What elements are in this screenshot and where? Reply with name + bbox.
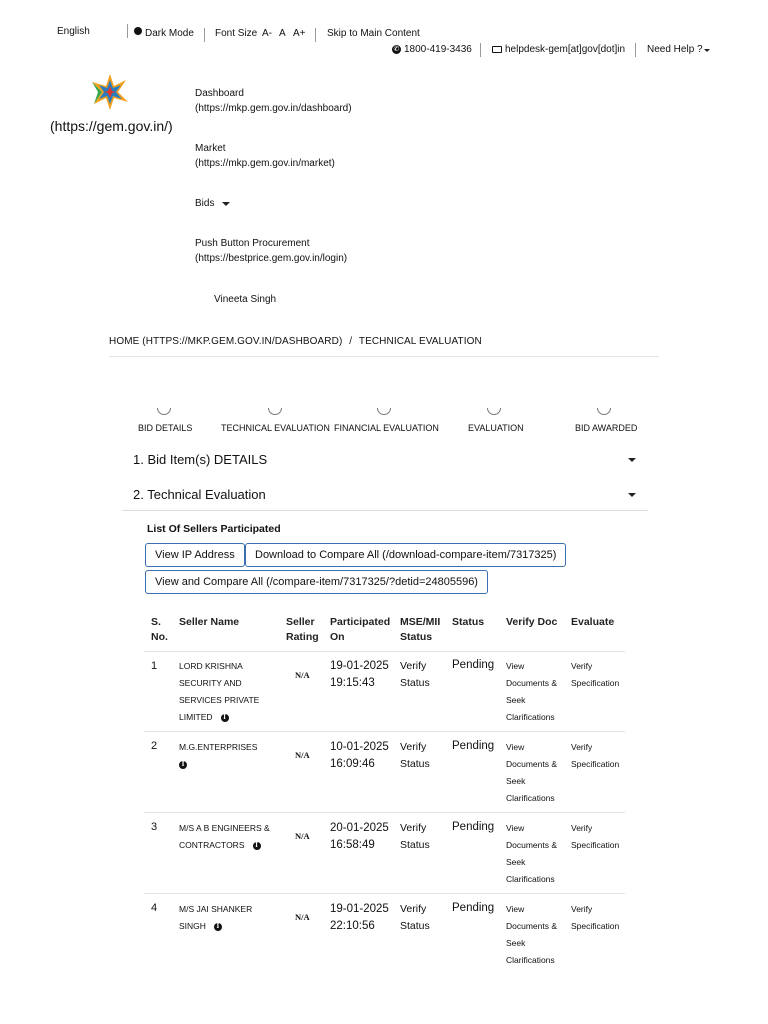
verify-specification-link[interactable]: Verify Specification — [571, 742, 620, 769]
user-menu[interactable]: Vineeta Singh — [214, 294, 277, 305]
seller-rating: N/A — [295, 670, 310, 680]
divider — [144, 651, 625, 652]
seller-name[interactable] — [179, 901, 269, 935]
seller-name-text: LORD KRISHNA SECURITY AND SERVICES PRIVATE LIMITED — [179, 661, 260, 722]
font-increase-button[interactable]: A+ — [293, 28, 306, 39]
breadcrumb-separator: / — [349, 336, 353, 347]
column-header-verify-doc: Verify Doc — [506, 616, 558, 628]
download-compare-all-button[interactable]: Download to Compare All (/download-compare-item/7317325) — [245, 543, 566, 567]
seller-name-text: M/S A B ENGINEERS & CONTRACTORS — [179, 823, 270, 850]
column-header-status: Status — [452, 616, 485, 628]
phone-number[interactable]: 1800-419-3436 — [404, 44, 472, 55]
view-documents-link[interactable]: View Documents & Seek Clarifications — [506, 742, 558, 803]
status-text: Pending — [452, 740, 495, 752]
row-sno: 4 — [151, 902, 158, 914]
accordion-technical-evaluation[interactable]: 2. Technical Evaluation — [133, 487, 266, 502]
step-evaluation[interactable]: EVALUATION — [468, 423, 524, 433]
dark-mode-toggle[interactable]: Dark Mode — [145, 28, 194, 39]
nav-label: Bids — [195, 198, 215, 209]
divider — [127, 24, 128, 38]
chevron-down-icon[interactable] — [628, 493, 636, 497]
step-technical-evaluation[interactable]: TECHNICAL EVALUATION — [221, 423, 330, 433]
seller-rating: N/A — [295, 750, 310, 760]
row-sno: 1 — [151, 660, 158, 672]
step-marker-icon — [157, 408, 171, 415]
nav-label: Push Button Procurement — [195, 238, 310, 249]
chevron-down-icon — [222, 202, 230, 206]
chevron-down-icon[interactable] — [628, 458, 636, 462]
divider — [144, 812, 625, 813]
column-header-sno: S. No. — [151, 616, 168, 643]
seller-name-text: M.G.ENTERPRISES — [179, 742, 258, 752]
step-marker-icon — [487, 408, 501, 415]
accordion-bid-items[interactable]: 1. Bid Item(s) DETAILS — [133, 452, 268, 467]
font-decrease-button[interactable]: A- — [262, 28, 272, 39]
divider — [480, 43, 481, 57]
step-marker-icon — [597, 408, 611, 415]
info-icon[interactable]: I — [179, 761, 187, 769]
progress-stepper — [0, 404, 768, 434]
divider — [144, 893, 625, 894]
view-documents-link[interactable]: View Documents & Seek Clarifications — [506, 823, 558, 884]
nav-label: Dashboard — [195, 88, 244, 99]
participated-on — [330, 739, 389, 773]
dark-mode-icon — [134, 27, 142, 35]
view-compare-all-button[interactable]: View and Compare All (/compare-item/7317325/?detid=24805596) — [145, 570, 488, 594]
verify-status-link[interactable]: Verify Status — [400, 822, 430, 851]
view-documents-link[interactable]: View Documents & Seek Clarifications — [506, 661, 558, 722]
email-icon — [492, 46, 502, 53]
skip-to-content-link[interactable]: Skip to Main Content — [327, 28, 420, 39]
participated-date: 19-01-2025 — [330, 660, 389, 672]
breadcrumb-current: TECHNICAL EVALUATION — [358, 336, 482, 347]
verify-specification-link[interactable]: Verify Specification — [571, 661, 620, 688]
seller-name[interactable] — [179, 820, 283, 854]
verify-specification-link[interactable]: Verify Specification — [571, 823, 620, 850]
step-bid-details[interactable]: BID DETAILS — [138, 423, 193, 433]
seller-name[interactable] — [179, 739, 279, 773]
language-selector[interactable]: English — [57, 26, 90, 37]
top-utility-bar — [0, 26, 768, 44]
participated-on — [330, 901, 389, 935]
info-icon[interactable]: I — [253, 842, 261, 850]
participated-time: 19:15:43 — [330, 677, 375, 689]
nav-url: (https://mkp.gem.gov.in/market) — [195, 158, 335, 169]
step-financial-evaluation[interactable]: FINANCIAL EVALUATION — [334, 423, 439, 433]
phone-icon: ✆ — [393, 46, 400, 53]
nav-item-dashboard[interactable] — [195, 86, 352, 116]
participated-on — [330, 820, 389, 854]
font-size-label: Font Size — [215, 28, 258, 39]
row-sno: 2 — [151, 740, 158, 752]
participated-time: 16:09:46 — [330, 758, 375, 770]
column-header-seller-name: Seller Name — [179, 616, 240, 628]
verify-status-link[interactable]: Verify Status — [400, 741, 430, 770]
status-text: Pending — [452, 821, 495, 833]
step-bid-awarded[interactable]: BID AWARDED — [575, 423, 638, 433]
divider — [635, 43, 636, 57]
status-text: Pending — [452, 902, 495, 914]
participated-date: 20-01-2025 — [330, 822, 389, 834]
divider — [204, 28, 205, 42]
divider — [315, 28, 316, 42]
seller-name[interactable] — [179, 658, 279, 726]
divider — [109, 356, 659, 357]
row-sno: 3 — [151, 821, 158, 833]
column-header-participated-on: Participated On — [330, 616, 391, 643]
seller-name-text: M/S JAI SHANKER SINGH — [179, 904, 253, 931]
nav-item-bids[interactable] — [195, 196, 214, 211]
breadcrumb-home-link[interactable]: HOME (HTTPS://MKP.GEM.GOV.IN/DASHBOARD) — [109, 336, 343, 347]
column-header-evaluate: Evaluate — [571, 616, 615, 628]
seller-rating: N/A — [295, 831, 310, 841]
participated-time: 22:10:56 — [330, 920, 375, 932]
status-text: Pending — [452, 659, 495, 671]
chevron-down-icon — [704, 49, 710, 52]
verify-specification-link[interactable]: Verify Specification — [571, 904, 620, 931]
participated-date: 10-01-2025 — [330, 741, 389, 753]
column-header-mse-mii-status: MSE/MII Status — [400, 616, 441, 643]
view-documents-link[interactable]: View Documents & Seek Clarifications — [506, 904, 558, 965]
gem-logo[interactable] — [88, 70, 132, 114]
info-icon[interactable]: I — [214, 923, 222, 931]
email-link[interactable]: helpdesk-gem[at]gov[dot]in — [505, 44, 626, 55]
font-normal-button[interactable]: A — [279, 28, 286, 39]
verify-status-link[interactable]: Verify Status — [400, 660, 430, 689]
divider — [144, 731, 625, 732]
divider — [122, 510, 648, 511]
nav-label: Market — [195, 143, 226, 154]
nav-item-push-button-procurement[interactable] — [195, 236, 347, 266]
info-icon[interactable]: I — [221, 714, 229, 722]
verify-status-link[interactable]: Verify Status — [400, 903, 430, 932]
step-marker-icon — [377, 408, 391, 415]
breadcrumb — [109, 336, 482, 347]
step-marker-icon — [268, 408, 282, 415]
participated-on — [330, 658, 389, 692]
participated-time: 16:58:49 — [330, 839, 375, 851]
contact-bar — [0, 44, 768, 60]
nav-url: (https://bestprice.gem.gov.in/login) — [195, 253, 348, 264]
need-help-dropdown[interactable]: Need Help ? — [647, 44, 703, 55]
logo-url-text[interactable]: (https://gem.gov.in/) — [50, 118, 173, 134]
nav-url: (https://mkp.gem.gov.in/dashboard) — [195, 103, 352, 114]
column-header-seller-rating: Seller Rating — [286, 616, 319, 643]
participated-date: 19-01-2025 — [330, 903, 389, 915]
sellers-list-title: List Of Sellers Participated — [147, 523, 281, 535]
seller-rating: N/A — [295, 912, 310, 922]
nav-item-market[interactable] — [195, 141, 335, 171]
view-ip-address-button[interactable]: View IP Address — [145, 543, 245, 567]
